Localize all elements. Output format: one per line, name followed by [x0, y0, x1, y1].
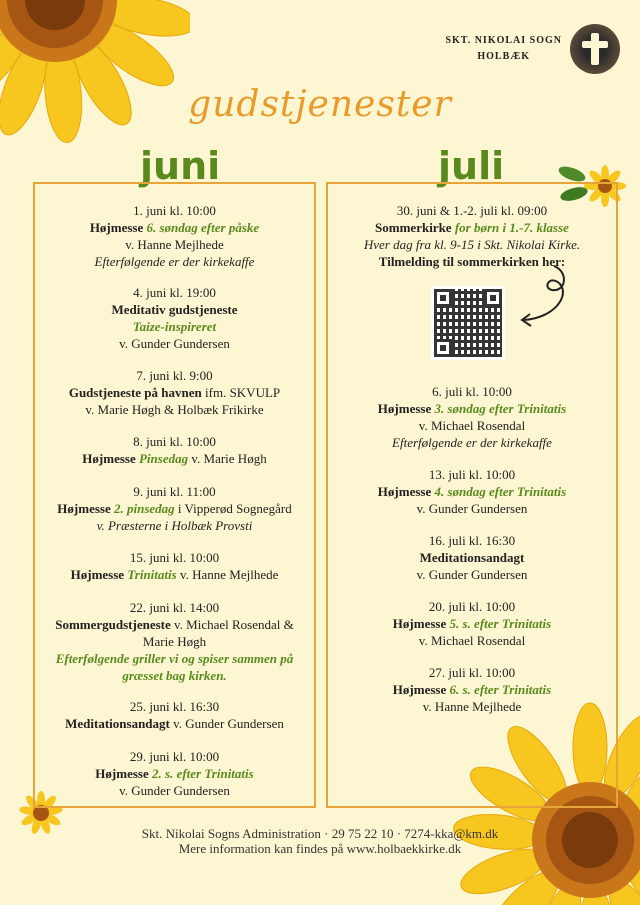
service-officiant: v. Marie Høgh & Holbæk Frikirke [85, 402, 264, 417]
logo-line-2: HOLBÆK [477, 51, 531, 62]
service-officiant: v. Michael Rosendal [418, 418, 526, 433]
service-item [35, 202, 314, 270]
service-officiant: v. Gunder Gundersen [119, 783, 230, 798]
service-item [35, 698, 314, 732]
service-note: Taize-inspireret [132, 319, 217, 334]
footer-line-website: Mere information kan findes på www.holbaekkirke.dk [178, 841, 462, 856]
service-location: i Vipperød Sognegård [174, 501, 292, 516]
service-type: Højmesse [89, 220, 147, 235]
service-item [35, 599, 314, 684]
service-type: Højmesse [392, 616, 450, 631]
service-officiant: v. Gunder Gundersen [416, 501, 528, 516]
juli-schedule [326, 182, 618, 808]
service-item [35, 433, 314, 467]
month-heading-juli: juli [438, 144, 505, 188]
service-type: Meditationsandagt [419, 550, 525, 565]
service-date: 13. juli kl. 10:00 [428, 467, 516, 482]
service-note: Efterfølgende er der kirkekaffe [392, 435, 552, 450]
service-date: 1. juni kl. 10:00 [133, 203, 216, 218]
cross-emblem-icon [570, 24, 620, 74]
service-occasion: Pinsedag [138, 451, 189, 466]
service-item [328, 383, 616, 451]
service-officiant: v. Michael Rosendal [418, 633, 526, 648]
curved-arrow-icon [514, 262, 574, 332]
service-officiant: v. Hanne Mejlhede [125, 237, 224, 252]
service-item [328, 466, 616, 517]
service-date: 6. juli kl. 10:00 [432, 384, 512, 399]
service-occasion: 2. s. efter Trinitatis [151, 766, 254, 781]
month-heading-juni: juni [140, 144, 221, 188]
service-officiant: v. Marie Høgh [188, 451, 267, 466]
service-occasion: 5. s. efter Trinitatis [449, 616, 552, 631]
service-officiant: v. Hanne Mejlhede [422, 699, 522, 714]
service-date: 22. juni kl. 14:00 [129, 600, 220, 615]
service-item [328, 202, 616, 270]
service-date: 29. juni kl. 10:00 [129, 749, 220, 764]
signup-label: Tilmelding til sommerkirken her: [378, 254, 566, 269]
service-date: 20. juli kl. 10:00 [428, 599, 516, 614]
service-occasion: for børn i 1.-7. klasse [454, 220, 569, 235]
service-date: 9. juni kl. 11:00 [133, 484, 216, 499]
service-officiant: v. Michael Rosendal & [170, 617, 294, 632]
service-item [35, 483, 314, 534]
service-occasion: 6. s. efter Trinitatis [449, 682, 552, 697]
service-occasion: 3. søndag efter Trinitatis [434, 401, 567, 416]
service-officiant: v. Præsterne i Holbæk Provsti [96, 518, 253, 533]
service-note: Hver dag fra kl. 9-15 i Skt. Nikolai Kirke. [363, 237, 581, 252]
service-item [328, 598, 616, 649]
service-item [328, 532, 616, 583]
service-officiant: v. Hanne Mejlhede [176, 567, 279, 582]
service-date: 16. juli kl. 16:30 [428, 533, 516, 548]
service-occasion: Trinitatis [127, 567, 177, 582]
footer-line-contact: Skt. Nikolai Sogns Administration · 29 75 22 10 · 7274-kka@km.dk [141, 826, 499, 841]
service-date: 30. juni & 1.-2. juli kl. 09:00 [396, 203, 548, 218]
service-date: 8. juni kl. 10:00 [133, 434, 216, 449]
service-type: Højmesse [57, 501, 114, 516]
service-type: Højmesse [95, 766, 152, 781]
signup-qr-code[interactable] [431, 286, 505, 360]
service-type: Sommerkirke [375, 220, 455, 235]
church-logo [445, 24, 620, 74]
logo-line-1: SKT. NIKOLAI SOGN [445, 35, 562, 46]
service-occasion: 2. pinsedag [113, 501, 175, 516]
service-item [35, 748, 314, 799]
service-type: Meditativ gudstjeneste [111, 302, 238, 317]
service-date: 25. juni kl. 16:30 [129, 699, 220, 714]
service-officiant: v. Gunder Gundersen [119, 336, 230, 351]
service-date: 27. juli kl. 10:00 [428, 665, 516, 680]
service-type: Højmesse [377, 401, 435, 416]
service-item [35, 284, 314, 352]
service-officiant: v. Gunder Gundersen [416, 567, 528, 582]
service-occasion: 6. søndag efter påske [146, 220, 260, 235]
service-note: Efterfølgende griller vi og spiser sammen på græsset bag kirken. [55, 651, 294, 683]
service-item [35, 367, 314, 418]
service-type: Gudstjeneste på havnen [68, 385, 202, 400]
service-type: Højmesse [70, 567, 128, 582]
service-item [35, 549, 314, 583]
service-date: 15. juni kl. 10:00 [129, 550, 220, 565]
service-type: Højmesse [82, 451, 139, 466]
service-context: ifm. SKVULP [201, 385, 281, 400]
juni-schedule [33, 182, 316, 808]
service-officiant-cont: Marie Høgh [142, 634, 207, 649]
service-date: 4. juni kl. 19:00 [133, 285, 216, 300]
footer-contact [0, 826, 640, 856]
service-type: Sommergudstjeneste [55, 617, 171, 632]
service-type: Højmesse [377, 484, 435, 499]
service-item [328, 664, 616, 715]
service-officiant: v. Gunder Gundersen [169, 716, 284, 731]
service-date: 7. juni kl. 9:00 [136, 368, 213, 383]
service-type: Meditationsandagt [65, 716, 170, 731]
service-note: Efterfølgende er der kirkekaffe [94, 254, 255, 269]
service-type: Højmesse [392, 682, 450, 697]
page-title: gudstjenester [188, 84, 452, 125]
service-occasion: 4. søndag efter Trinitatis [434, 484, 567, 499]
